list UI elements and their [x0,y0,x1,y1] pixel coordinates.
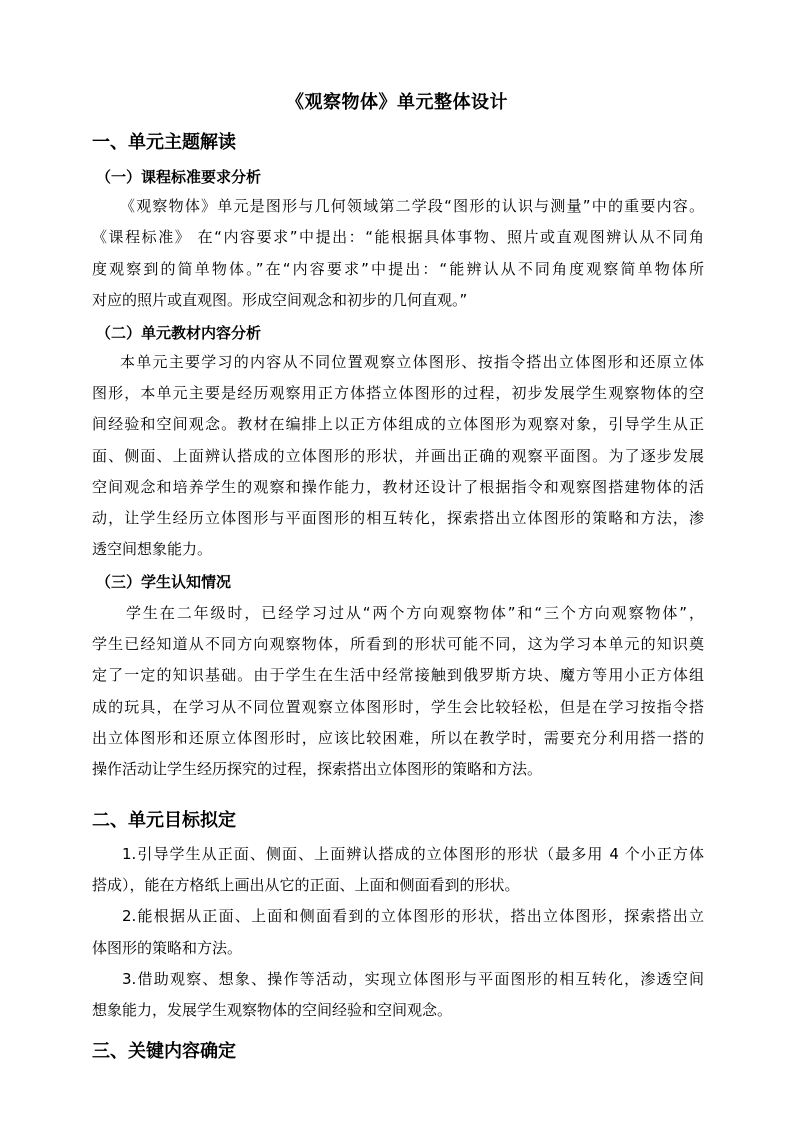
document-title: 《观察物体》单元整体设计 [286,92,508,113]
objective-line: 2.能根据从正面、上面和侧面看到的立体图形的形状，搭出立体图形，探索搭出立 [122,907,704,925]
paragraph-line: 《课程标准》 在“内容要求”中提出：“能根据具体事物、照片或直观图辨认从不同角 [92,228,704,246]
subsection-heading-1: （一）课程标准要求分析 [96,168,262,186]
paragraph-line: 《观察物体》单元是图形与几何领域第二学段“图形的认识与测量”中的重要内容。 [120,197,704,215]
objective-line: 搭成），能在方格纸上画出从它的正面、上面和侧面看到的形状。 [92,876,520,894]
paragraph-line: 图形，本单元主要是经历观察用正方体搭立体图形的过程，初步发展学生观察物体的空 [92,384,704,402]
paragraph-line: 成的玩具，在学习从不同位置观察立体图形时，学生会比较轻松，但是在学习按指令搭 [92,698,704,716]
paragraph-line: 透空间想象能力。 [92,540,213,558]
objective-line: 3.借助观察、想象、操作等活动，实现立体图形与平面图形的相互转化，渗透空间 [122,970,704,988]
section-heading-1: 一、单元主题解读 [92,132,236,153]
subsection-heading-2: （二）单元教材内容分析 [96,324,262,342]
paragraph-line: 本单元主要学习的内容从不同位置观察立体图形、按指令搭出立体图形和还原立体 [120,353,704,371]
paragraph-line: 定了一定的知识基础。由于学生在生活中经常接触到俄罗斯方块、魔方等用小正方体组 [92,666,704,684]
paragraph-line: 面、侧面、上面辨认搭成的立体图形的形状，并画出正确的观察平面图。为了逐步发展 [92,447,704,465]
paragraph-line: 间经验和空间观念。教材在编排上以正方体组成的立体图形为观察对象，引导学生从正 [92,415,704,433]
objective-line: 1.引导学生从正面、侧面、上面辨认搭成的立体图形的形状（最多用 4 个小正方体 [122,845,704,863]
objective-line: 想象能力，发展学生观察物体的空间经验和空间观念。 [92,1001,453,1019]
paragraph-line: 学生在二年级时，已经学习过从“两个方向观察物体”和“三个方向观察物体”， [126,604,704,622]
subsection-heading-3: （三）学生认知情况 [96,573,232,591]
paragraph-line: 出立体图形和还原立体图形时，应该比较困难，所以在教学时，需要充分利用搭一搭的 [92,729,704,747]
paragraph-line: 动，让学生经历立体图形与平面图形的相互转化，探索搭出立体图形的策略和方法，渗 [92,509,704,527]
section-heading-3: 三、关键内容确定 [92,1041,236,1062]
section-heading-2: 二、单元目标拟定 [92,810,236,831]
paragraph-line: 度观察到的简单物体。”在“内容要求”中提出：“能辨认从不同角度观察简单物体所 [92,260,704,278]
objective-line: 体图形的策略和方法。 [92,939,243,957]
paragraph-line: 对应的照片或直观图。形成空间观念和初步的几何直观。” [92,291,468,309]
paragraph-line: 学生已经知道从不同方向观察物体，所看到的形状可能不同，这为学习本单元的知识奠 [92,635,704,653]
paragraph-line: 操作活动让学生经历探究的过程，探索搭出立体图形的策略和方法。 [92,760,543,778]
paragraph-line: 空间观念和培养学生的观察和操作能力，教材还设计了根据指令和观察图搭建物体的活 [92,478,704,496]
